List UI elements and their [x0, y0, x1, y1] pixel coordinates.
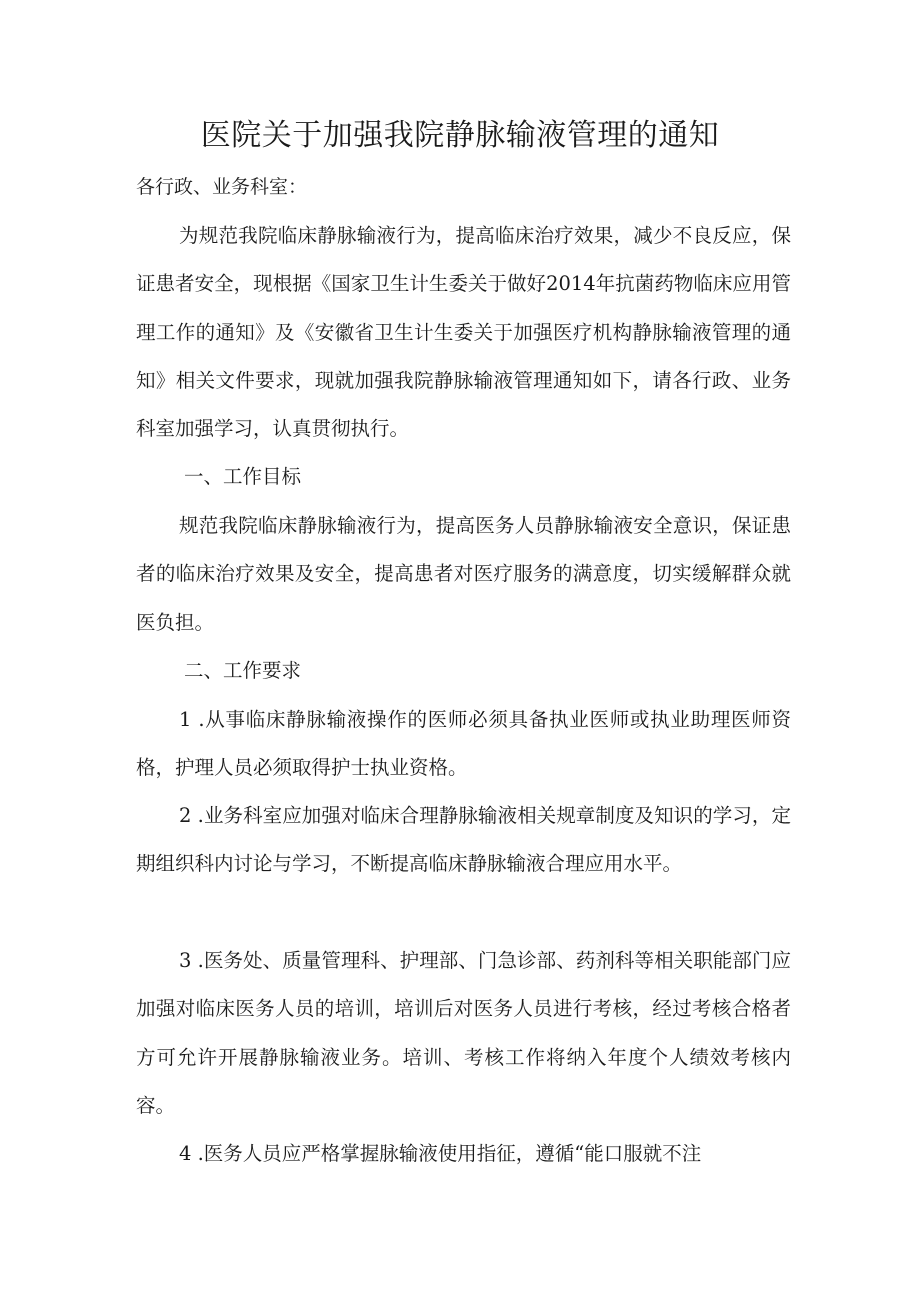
- requirement-item-1: 1 .从事临床静脉输液操作的医师必须具备执业医师或执业助理医师资格，护理人员必须取得护士执业资格。: [136, 708, 791, 780]
- requirement-item-4: 4 .医务人员应严格掌握脉输液使用指征，遵循“能口服就不注: [179, 1142, 702, 1165]
- intro-paragraph: 为规范我院临床静脉输液行为，提高临床治疗效果，减少不良反应，保证患者安全，现根据《国家卫生计生委关于做好2014年抗菌药物临床应用管理工作的通知》及《安徽省卫生计生委关于加强医疗机构静脉输液管理的通知》相关文件要求，现就加强我院静脉输液管理通知如下，请各行政、业务科室加强学习，认真贯彻执行。: [136, 224, 791, 441]
- section-heading-goals: 一、工作目标: [184, 465, 302, 488]
- requirement-item-2: 2 .业务科室应加强对临床合理静脉输液相关规章制度及知识的学习，定期组织科内讨论与学习，不断提高临床静脉输液合理应用水平。: [136, 804, 791, 876]
- goals-paragraph: 规范我院临床静脉输液行为，提高医务人员静脉输液安全意识，保证患者的临床治疗效果及安全，提高患者对医疗服务的满意度，切实缓解群众就医负担。: [136, 514, 791, 634]
- document-title: 医院关于加强我院静脉输液管理的通知: [200, 118, 720, 153]
- salutation: 各行政、业务科室：: [136, 176, 308, 198]
- requirement-item-3: 3 .医务处、质量管理科、护理部、门急诊部、药剂科等相关职能部门应加强对临床医务人员的培训，培训后对医务人员进行考核，经过考核合格者方可允许开展静脉输液业务。培训、考核工作将纳入年度个人绩效考核内容。: [136, 949, 791, 1117]
- section-heading-requirements: 二、工作要求: [184, 659, 302, 682]
